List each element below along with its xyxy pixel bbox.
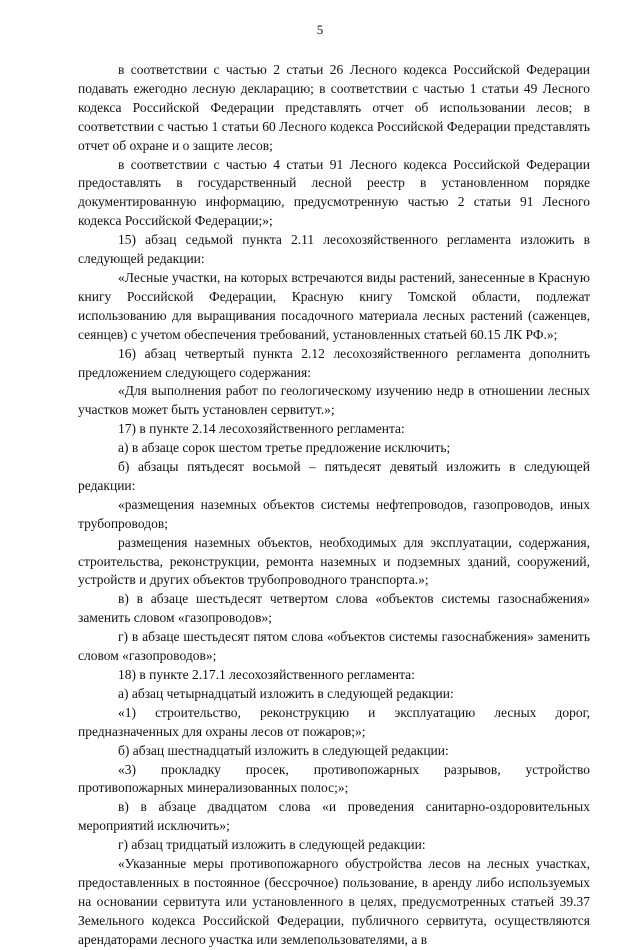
paragraph: г) абзац тридцатый изложить в следующей редакции:: [118, 837, 426, 853]
paragraph: 16) абзац четвертый пункта 2.12 лесохозяйственного регламента дополнить предложением следующего содержания:: [78, 345, 590, 380]
paragraph: размещения наземных объектов, необходимых для эксплуатации, содержания, строительства, реконструкции, ремонта наземных и подземных зданий, сооружений, устройств и других объектов трубопроводного транспорта.»;: [78, 534, 590, 588]
paragraph: а) абзац четырнадцатый изложить в следующей редакции:: [118, 685, 454, 701]
paragraph: 15) абзац седьмой пункта 2.11 лесохозяйственного регламента изложить в следующей редакции:: [78, 232, 590, 267]
paragraph: 17) в пункте 2.14 лесохозяйственного регламента:: [118, 421, 405, 437]
paragraph: «Лесные участки, на которых встречаются виды растений, занесенные в Красную книгу Российской Федерации, Красную книгу Томской области, подлежат использованию для выращивания посадочного материала лесных растений (саженцев, сеянцев) с учетом обеспечения требований, установленных статьей 60.15 ЛК РФ.»;: [78, 269, 590, 342]
paragraph: б) абзацы пятьдесят восьмой – пятьдесят девятый изложить в следующей редакции:: [78, 459, 590, 493]
document-body: [78, 61, 590, 950]
paragraph: в соответствии с частью 4 статьи 91 Лесного кодекса Российской Федерации предоставлять в государственный лесной реестр в установленном порядке документированную информацию, предусмотренную частью 2 статьи 91 Лесного кодекса Российской Федерации;»;: [78, 156, 590, 229]
paragraph: г) в абзаце шестьдесят пятом слова «объектов системы газоснабжения» заменить словом «газопроводов»;: [78, 629, 590, 664]
paragraph: а) в абзаце сорок шестом третье предложение исключить;: [118, 440, 451, 456]
paragraph: в) в абзаце двадцатом слова «и проведения санитарно-оздоровительных мероприятий исключить»;: [78, 799, 590, 834]
paragraph: в соответствии с частью 2 статьи 26 Лесного кодекса Российской Федерации подавать ежегодно лесную декларацию; в соответствии с частью 1 статьи 49 Лесного кодекса Российской Федерации представлять отчет об использовании лесов; в соответствии с частью 1 статьи 60 Лесного кодекса Российской Федерации представлять отчет об охране и о защите лесов;: [78, 62, 590, 153]
page-number: 5: [316, 22, 324, 37]
paragraph: 18) в пункте 2.17.1 лесохозяйственного регламента:: [118, 667, 415, 682]
paragraph: «Для выполнения работ по геологическому изучению недр в отношении лесных участков может быть установлен сервитут.»;: [78, 383, 590, 418]
paragraph: б) абзац шестнадцатый изложить в следующей редакции:: [118, 742, 449, 758]
paragraph: «3) прокладку просек, противопожарных разрывов, устройство противопожарных минерализованных полос;»;: [78, 761, 590, 796]
paragraph: «1) строительство, реконструкцию и эксплуатацию лесных дорог, предназначенных для охраны лесов от пожаров;»;: [78, 704, 590, 739]
paragraph: «Указанные меры противопожарного обустройства лесов на лесных участках, предоставленных в постоянное (бессрочное) пользование, в аренду либо используемых на основании сервитута или установленного в целях, предусмотренных статьей 39.37 Земельного кодекса Российской Федерации, публичного сервитута, осуществляются арендаторами лесного участка или землепользователями, а в: [78, 856, 590, 947]
paragraph: в) в абзаце шестьдесят четвертом слова «объектов системы газоснабжения» заменить словом «газопроводов»;: [78, 591, 590, 626]
paragraph: «размещения наземных объектов системы нефтепроводов, газопроводов, иных трубопроводов;: [78, 496, 590, 531]
